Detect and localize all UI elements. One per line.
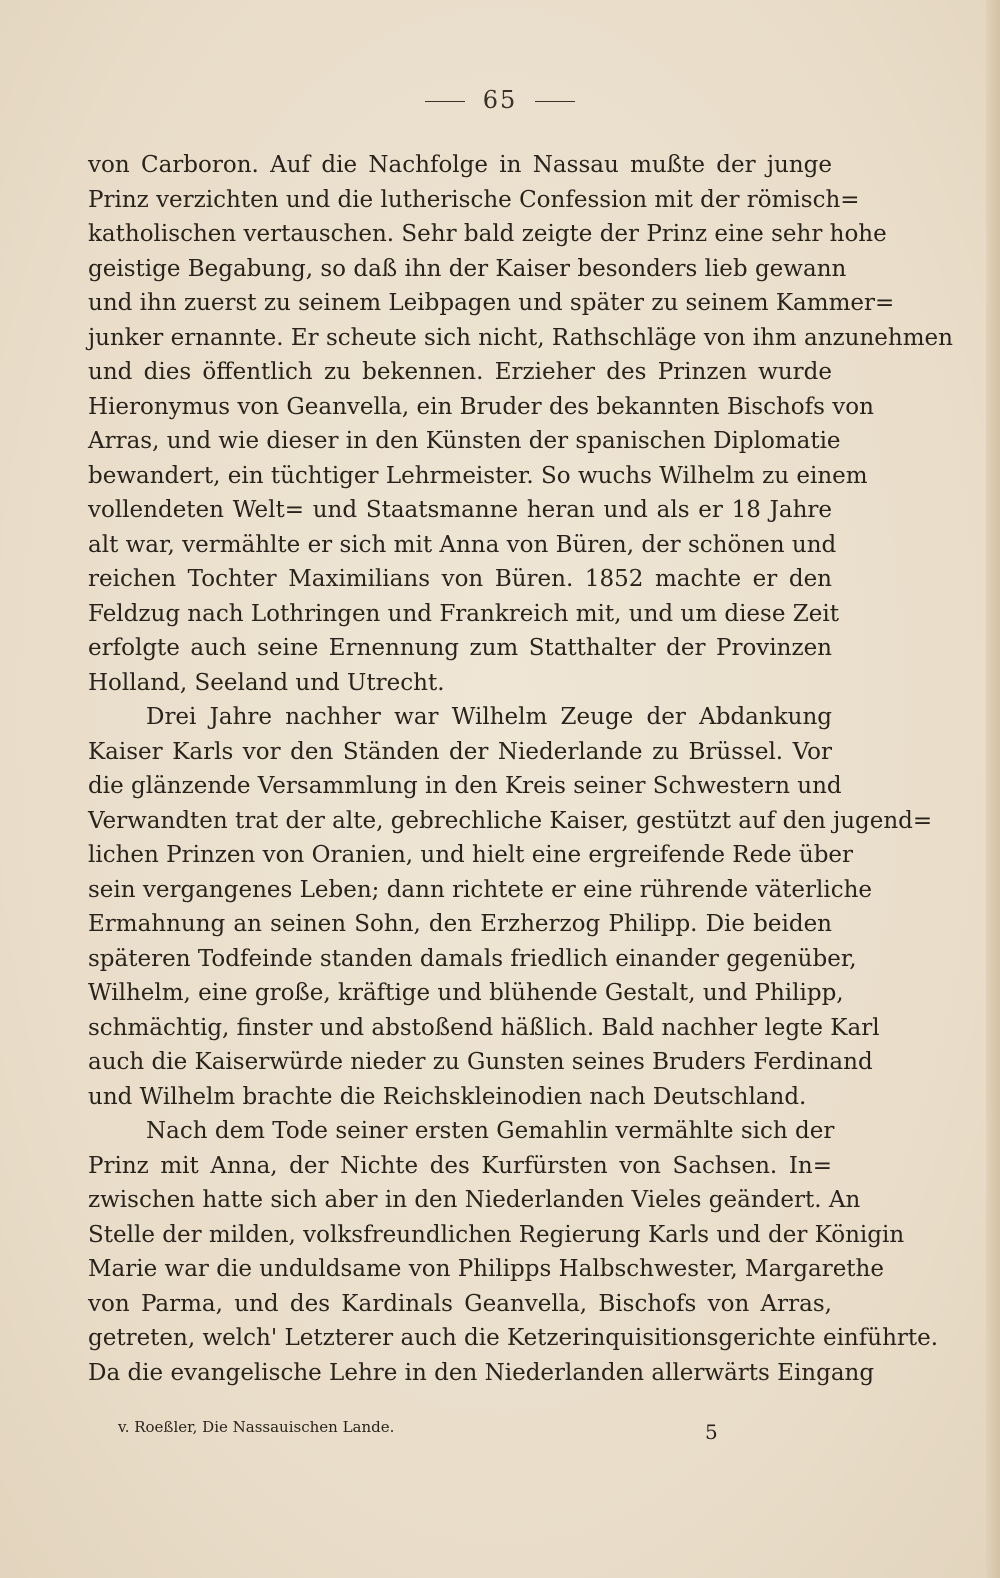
page-number: 65 — [482, 86, 518, 114]
body-text — [88, 148, 953, 1390]
text-line: Holland, Seeland und Utrecht. — [88, 669, 445, 696]
text-line: Feldzug nach Lothringen und Frankreich mit, und um diese Zeit — [88, 600, 839, 627]
header-dash-right — [535, 101, 575, 102]
page-header — [0, 86, 1000, 114]
paragraph-start-line: Nach dem Tode seiner ersten Gemahlin vermählte sich der — [146, 1118, 835, 1144]
text-line: Hieronymus von Geanvella, ein Bruder des bekannten Bischofs von — [88, 393, 874, 420]
text-line: Verwandten trat der alte, gebrechliche Kaiser, gestützt auf den jugend= — [88, 807, 933, 834]
text-line: erfolgte auch seine Ernennung zum Statthalter der Provinzen — [88, 635, 832, 661]
text-line: bewandert, ein tüchtiger Lehrmeister. So wuchs Wilhelm zu einem — [88, 462, 868, 489]
text-line: die glänzende Versammlung in den Kreis seiner Schwestern und — [88, 773, 842, 799]
header-dash-left — [425, 101, 465, 102]
text-line: sein vergangenes Leben; dann richtete er eine rührende väterliche — [88, 876, 873, 903]
text-line: reichen Tochter Maximilians von Büren. 1852 machte er den — [88, 566, 832, 592]
text-line: Ermahnung an seinen Sohn, den Erzherzog Philipp. Die beiden — [88, 911, 832, 937]
text-line: vollendeten Welt= und Staatsmanne heran und als er 18 Jahre — [88, 497, 832, 523]
text-line: Arras, und wie dieser in den Künsten der spanischen Diplomatie — [88, 428, 841, 454]
text-line: Marie war die unduldsame von Philipps Halbschwester, Margarethe — [88, 1256, 884, 1282]
text-line: Kaiser Karls vor den Ständen der Niederlande zu Brüssel. Vor — [88, 738, 832, 765]
text-line: alt war, vermählte er sich mit Anna von Büren, der schönen und — [88, 531, 837, 558]
text-line: Prinz verzichten und die lutherische Confession mit der römisch= — [88, 186, 860, 213]
text-line: lichen Prinzen von Oranien, und hielt eine ergreifende Rede über — [88, 842, 854, 868]
text-line: Stelle der milden, volksfreundlichen Regierung Karls und der Königin — [88, 1221, 905, 1248]
text-line: zwischen hatte sich aber in den Niederlanden Vieles geändert. An — [88, 1187, 861, 1213]
text-line: späteren Todfeinde standen damals friedlich einander gegenüber, — [88, 945, 857, 972]
text-line: von Parma, und des Kardinals Geanvella, Bischofs von Arras, — [88, 1290, 832, 1317]
paragraph-start-line: Drei Jahre nachher war Wilhelm Zeuge der Abdankung — [146, 704, 832, 730]
footer-imprint: v. Roeßler, Die Nassauischen Lande. — [118, 1418, 395, 1436]
text-line: und Wilhelm brachte die Reichskleinodien nach Deutschland. — [88, 1083, 807, 1110]
text-line: und dies öffentlich zu bekennen. Erzieher des Prinzen wurde — [88, 359, 832, 385]
sheet-signature: 5 — [705, 1420, 718, 1444]
text-line: katholischen vertauschen. Sehr bald zeigte der Prinz eine sehr hohe — [88, 221, 887, 247]
text-line: junker ernannte. Er scheute sich nicht, Rathschläge von ihm anzunehmen — [88, 324, 953, 351]
text-line: Prinz mit Anna, der Nichte des Kurfürsten von Sachsen. In= — [88, 1152, 832, 1179]
text-line: auch die Kaiserwürde nieder zu Gunsten seines Bruders Ferdinand — [88, 1049, 873, 1075]
text-line: und ihn zuerst zu seinem Leibpagen und später zu seinem Kammer= — [88, 290, 895, 316]
text-line: schmächtig, finster und abstoßend häßlich. Bald nachher legte Karl — [88, 1014, 880, 1041]
text-line: geistige Begabung, so daß ihn der Kaiser besonders lieb gewann — [88, 255, 847, 282]
page-edge — [986, 0, 1000, 1578]
text-line: Wilhelm, eine große, kräftige und blühende Gestalt, und Philipp, — [88, 980, 844, 1006]
text-line: Da die evangelische Lehre in den Niederlanden allerwärts Eingang — [88, 1359, 875, 1386]
text-line: getreten, welch' Letzterer auch die Ketzerinquisitionsgerichte einführte. — [88, 1325, 939, 1351]
text-line: von Carboron. Auf die Nachfolge in Nassau mußte der junge — [88, 152, 832, 178]
